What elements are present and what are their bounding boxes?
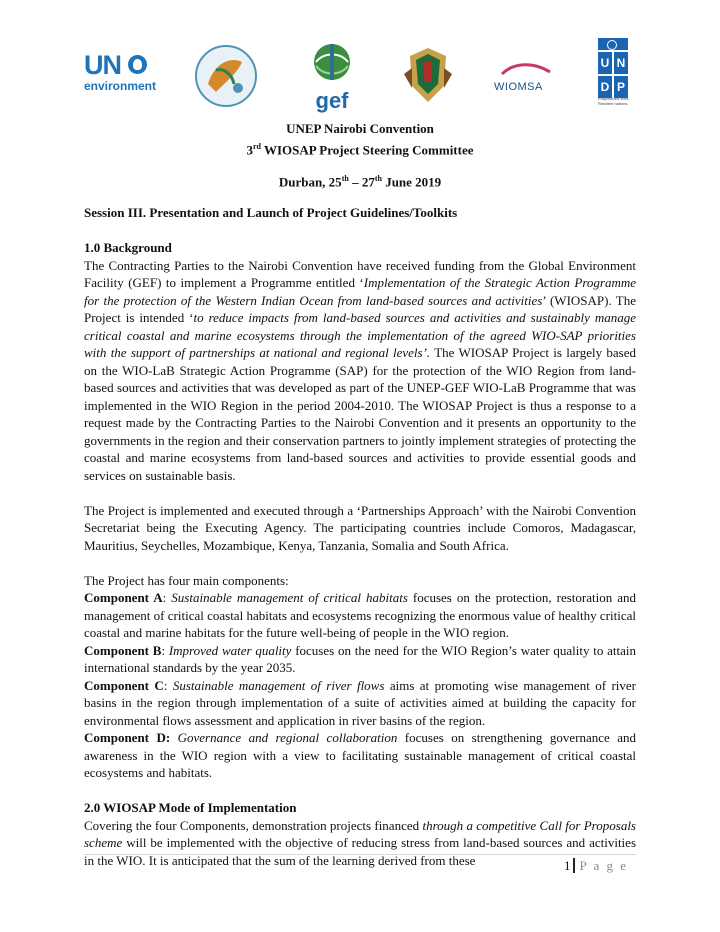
convention-name: UNEP Nairobi Convention [286,121,434,136]
footer-divider [84,854,636,855]
committee-name: 3rd WIOSAP Project Steering Committee [246,142,474,158]
un-environment-logo: UN environment [84,50,157,93]
footer-separator [573,858,575,873]
nairobi-convention-logo [194,44,258,108]
session-title: Session III. Presentation and Launch of Project Guidelines/Toolkits [84,205,458,220]
background-paragraph-2: The Project is implemented and executed through a ‘Partnerships Approach’ with the Nairobi Convention Secretariat being the Executing Agency. The participating countries include Comoros, Madagascar, Mauritius, Seychelles, Mozambique, Kenya, Tanzania, Somalia and South Africa. [84,502,636,553]
page-label: P a g e [579,858,628,873]
page-number: 1 [563,858,571,873]
un-globe-icon [128,55,147,74]
component-a: Component A: Sustainable management of critical habitats focuses on the protection, restoration and management of critical coastal habitats and ecosystems recognizing the enormous value of healthy critical coastal and marine habitats for the future well-being of people in the WIO region. [84,590,636,640]
implementation-paragraph-1: Covering the four Components, demonstration projects financed through a competitive Call for Proposals scheme will be implemented with the objective of reducing stress from land-based sources and activities in the WIO. It is anticipated that the sum of the learning derived from these [84,817,636,868]
gef-logo: gef [302,42,362,108]
background-paragraph-1: The Contracting Parties to the Nairobi Convention have received funding from the Global Environment Facility (GEF) to implement a Programme entitled ‘Implementation of the Strategic Action Programme for the protection of the Western Indian Ocean from land-based sources and activities’ (WIOSAP). The Project is intended ‘to reduce impacts from land-based sources and activities and sustainably manage critical coastal and marine ecosystems through the implementation of the agreed WIO-SAP priorities with the support of partnerships at national and regional levels’. The WIOSAP Project is largely based on the WIO-LaB Strategic Action Programme (SAP) for the protection of the WIO Region from land-based sources and activities that was developed as part of the UNEP-GEF WIO-LaB Programme that was implemented in the WIO Region in the period 2004-2010. The WIOSAP Project is thus a response to a request made by the Contracting Parties to the Nairobi Convention and it presents an opportunity to the governments in the region and their conservation partners to jointly implement strategies of protecting the coastal and marine ecosystems from land-based sources and activities to provide essential goods and services on sustainable basis. [84,257,636,483]
page-footer [564,858,628,874]
section-heading-background: 1.0 Background [84,240,172,255]
wiomsa-logo: WIOMSA [494,62,564,98]
component-d: Component D: Governance and regional collaboration focuses on strengthening governance and awareness in the WIO region with a view to facilitating sustainable management of critical coastal ecosystems and habitats. [84,730,637,780]
undp-logo: U N D P Empowered lives. Resilient nations. [598,38,642,108]
partner-logos [84,38,644,113]
section-heading-implementation: 2.0 WIOSAP Mode of Implementation [84,800,297,815]
undp-emblem-icon [607,40,617,50]
component-b: Component B: Improved water quality focuses on the need for the WIO Region’s water quality to attain international standards by the year 2035. [84,642,637,675]
components-intro: The Project has four main components: [84,572,289,588]
meeting-date: Durban, 25th – 27th June 2019 [278,174,442,190]
meeting-title [0,120,720,159]
south-africa-coat-of-arms [400,44,456,108]
component-c: Component C: Sustainable management of river flows aims at promoting wise management of river basins in the region through implementation of a suite of activities aimed at building the capacity for environmental flows assessment and application in river basins of the region. [84,677,636,728]
document-body [84,204,636,869]
